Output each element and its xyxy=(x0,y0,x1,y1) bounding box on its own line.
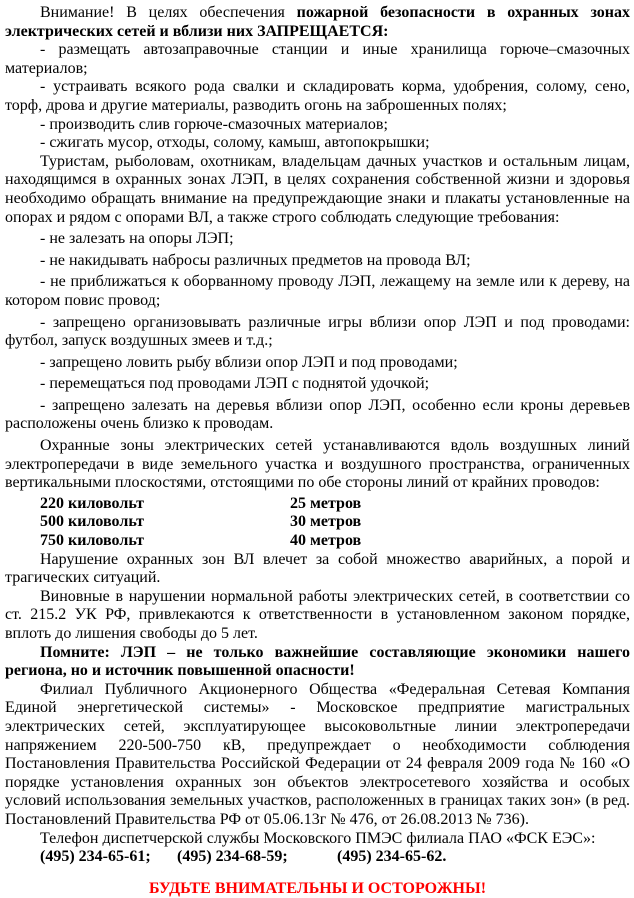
table-row xyxy=(5,532,630,551)
requirement-item: - не накидывать набросы различных предметов на провода ВЛ; xyxy=(40,251,471,269)
requirement-item: - запрещено ловить рыбу вблизи опор ЛЭП и под проводами; xyxy=(40,353,458,371)
requirement-item: - запрещено организовывать различные игры вблизи опор ЛЭП и под проводами: футбол, запуск воздушных змеев и т.д.; xyxy=(5,313,630,350)
requirement-item: - не приближаться к оборванному проводу ЛЭП, лежащему на земле или к дереву, на котором повис провод; xyxy=(5,273,630,309)
table-row xyxy=(5,495,630,514)
voltage-value: 500 киловольт xyxy=(40,513,145,531)
distance-value: 30 метров xyxy=(290,513,362,531)
remember-paragraph: Помните: ЛЭП – не только важнейшие составляющие экономики нашего региона, но и источник повышенной опасности! xyxy=(5,643,630,680)
distance-value: 25 метров xyxy=(290,494,362,512)
phone-number: (495) 234-68-59; xyxy=(177,848,288,866)
distance-value: 40 метров xyxy=(290,532,362,550)
requirement-item: - не залезать на опоры ЛЭП; xyxy=(40,230,234,248)
phone-numbers-row xyxy=(5,848,630,867)
prohibition-item: - размещать автозаправочные станции и иные хранилища горюче–смазочных материалов; xyxy=(5,41,630,77)
intro-paragraph xyxy=(5,4,630,41)
tourists-paragraph: Туристам, рыболовам, охотникам, владельцам дачных участков и остальным лицам, находящимся в охранных зонах ЛЭП, в целях сохранения собственной жизни и здоровья необходимо обращать внимание на предупреждающие знаки и плакаты установленные на опорах и рядом с опорами ВЛ, а также строго соблюдать следующие требования: xyxy=(5,152,630,226)
branch-paragraph: Филиал Публичного Акционерного Общества «Федеральная Сетевая Компания Единой энергетической системы» - Московское предприятие магистральных электрических сетей, эксплуатирующее высоковольтные линии электропередачи напряжением 220-500-750 кВ, предупреждает о необходимости соблюдения Постановления Правительства Российской Федерации от 24 февраля 2009 года № 160 «О порядке установления охранных зон объектов электросетевого хозяйства и особых условий использования земельных участков, расположенных в границах таких зон» (в ред. Постановлений Правительства РФ от 05.06.13г № 476, от 26.08.2013 № 736). xyxy=(5,680,630,828)
phone-number: (495) 234-65-61; xyxy=(40,848,151,866)
prohibition-item: - устраивать всякого рода свалки и складировать корма, удобрения, солому, сено, торф, дрова и другие материалы, разводить огонь на заброшенных полях; xyxy=(5,78,630,114)
intro-lead-text: Внимание! В целях обеспечения xyxy=(40,4,297,21)
voltage-distance-table xyxy=(5,495,630,551)
table-row xyxy=(5,513,630,532)
zones-intro-paragraph: Охранные зоны электрических сетей устанавливаются вдоль воздушных линий электропередачи в виде земельного участка и воздушного пространства, ограниченных вертикальными плоскостями, отстоящими по обе стороны линий от крайних проводов: xyxy=(5,437,630,492)
phone-number: (495) 234-65-62. xyxy=(337,848,447,866)
prohibition-item: - производить слив горюче-смазочных материалов; xyxy=(40,115,388,133)
footer-warning-text: БУДЬТЕ ВНИМАТЕЛЬНЫ И ОСТОРОЖНЫ! xyxy=(148,879,487,897)
voltage-value: 220 киловольт xyxy=(40,494,145,512)
requirement-item: - перемещаться под проводами ЛЭП с поднятой удочкой; xyxy=(40,375,430,393)
liability-paragraph: Виновные в нарушении нормальной работы электрических сетей, в соответствии со ст. 215.2 УК РФ, привлекаются к ответственности в установленном законом порядке, вплоть до лишения свободы до 5 лет. xyxy=(5,587,630,642)
intro-emphasis-text: пожарной безопасности в охранных зонах электрических сетей и вблизи них ЗАПРЕЩАЕТСЯ: xyxy=(5,4,630,40)
prohibition-item: - сжигать мусор, отходы, солому, камыш, автопокрышки; xyxy=(40,134,430,152)
violation-paragraph: Нарушение охранных зон ВЛ влечет за собой множество аварийных, а порой и трагических ситуаций. xyxy=(5,550,630,587)
voltage-value: 750 киловольт xyxy=(40,532,145,550)
phone-intro-paragraph: Телефон диспетчерской службы Московского ПМЭС филиала ПАО «ФСК ЕЭС»: xyxy=(40,829,596,847)
requirement-item: - запрещено залезать на деревья вблизи опор ЛЭП, особенно если кроны деревьев расположены очень близко к проводам. xyxy=(5,396,630,433)
